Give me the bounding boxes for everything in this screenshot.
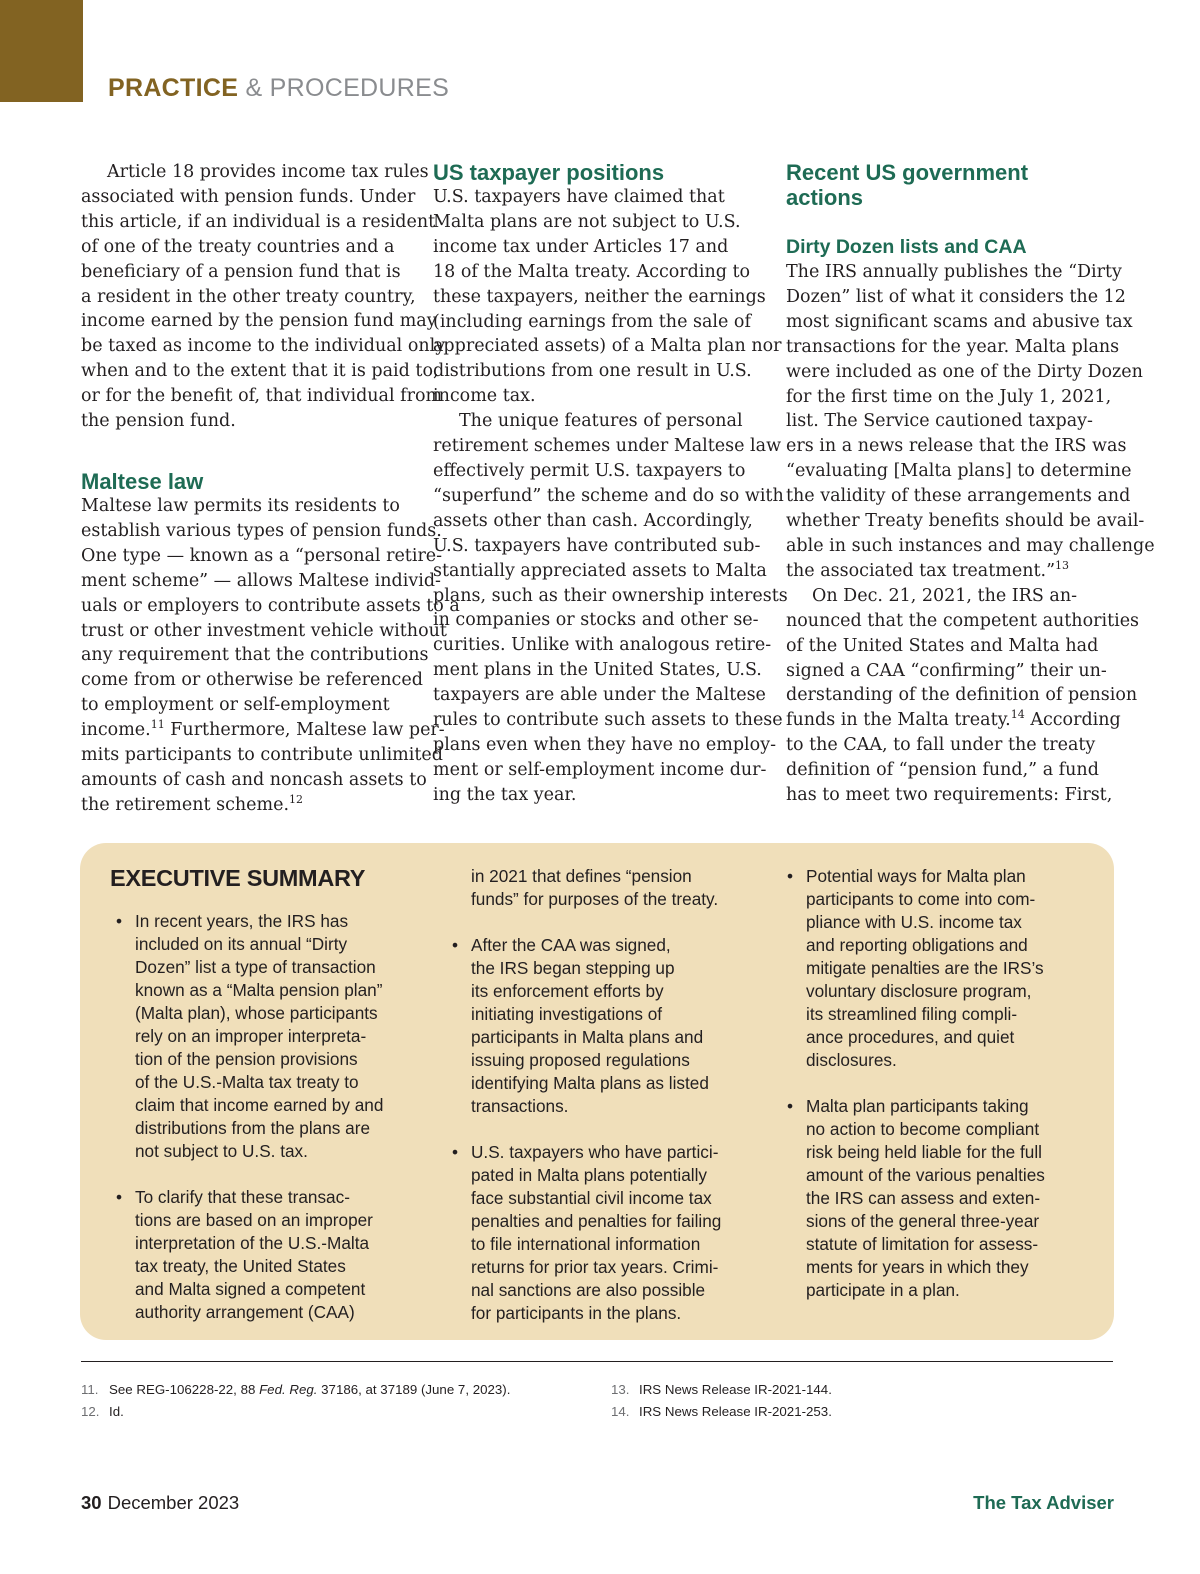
text-line: authority arrangement (CAA)	[135, 1302, 355, 1322]
heading-recent-us-government-actions	[786, 160, 1116, 210]
bullet-icon: •	[116, 1187, 123, 1207]
executive-summary-box	[80, 843, 1114, 1340]
text-line	[786, 710, 1121, 730]
summary-bullet	[779, 865, 1045, 1072]
text-line: U.S. taxpayers who have partici-	[471, 1142, 719, 1162]
text-line: to employment or self-employment	[81, 695, 390, 716]
summary-column-2	[444, 865, 721, 1348]
text-line: income earned by the pension fund may	[81, 311, 437, 332]
text-line: and reporting obligations and	[806, 935, 1028, 955]
col1-paragraph-1	[81, 160, 446, 434]
footnote-14	[611, 1401, 832, 1423]
footnotes-right	[611, 1379, 832, 1423]
footer-page-info	[81, 1492, 239, 1514]
text-line: penalties and penalties for failing	[471, 1211, 722, 1231]
section-header-strong: PRACTICE	[108, 74, 239, 102]
text-line: distributions from one result in U.S.	[433, 361, 752, 382]
text-line: this article, if an individual is a resident	[81, 211, 436, 232]
text-line: or for the benefit of, that individual from	[81, 386, 443, 407]
text-line: definition of “pension fund,” a fund	[786, 760, 1099, 781]
text-line: to file international information	[471, 1234, 701, 1254]
col1-paragraph-2	[81, 494, 460, 818]
footnote-text: IRS News Release IR-2021-253.	[639, 1404, 832, 1419]
text-line: curities. Unlike with analogous retire-	[433, 635, 772, 656]
text-line: its streamlined filing compli-	[806, 1004, 1018, 1024]
text-line: mits participants to contribute unlimited	[81, 745, 443, 766]
section-header	[108, 74, 449, 103]
footnote-ref-13: 13	[1055, 558, 1070, 572]
text-line: Malta plan participants taking	[806, 1096, 1029, 1116]
text-line: the IRS began stepping up	[471, 958, 675, 978]
text-line: in companies or stocks and other se-	[433, 610, 759, 631]
text-line: signed a CAA “confirming” their un-	[786, 660, 1107, 681]
text-line: the pension fund.	[81, 411, 236, 432]
column-3	[786, 160, 1155, 808]
text-line: included on its annual “Dirty	[135, 934, 348, 954]
heading-line: Recent US government	[786, 160, 1029, 185]
text-line: “evaluating [Malta plans] to determine	[786, 461, 1132, 482]
text-line: and Malta signed a competent	[135, 1279, 366, 1299]
text-line: transactions.	[471, 1096, 569, 1116]
text-line: the IRS can assess and exten-	[806, 1188, 1041, 1208]
text-line: tion of the pension provisions	[135, 1049, 358, 1069]
text-line: a resident in the other treaty country,	[81, 286, 416, 307]
text-line: whether Treaty benefits should be avail-	[786, 511, 1145, 532]
footnote-text: Id.	[109, 1404, 124, 1419]
text-line: of the United States and Malta had	[786, 635, 1099, 656]
text-line: were included as one of the Dirty Dozen	[786, 361, 1143, 382]
publication-name: The Tax Adviser	[973, 1492, 1114, 1513]
text-line: nal sanctions are also possible	[471, 1280, 706, 1300]
text-line: (including earnings from the sale of	[433, 311, 751, 332]
text-line: of the U.S.-Malta tax treaty to	[135, 1072, 359, 1092]
footnote-text-italic: Fed. Reg.	[259, 1382, 318, 1397]
text-line: Potential ways for Malta plan	[806, 866, 1026, 886]
footnote-divider	[81, 1361, 1113, 1362]
text-line: stantially appreciated assets to Malta	[433, 560, 767, 581]
col3-paragraph-2	[786, 584, 1140, 808]
bullet-icon: •	[452, 1142, 459, 1162]
footnote-number: 11.	[81, 1382, 99, 1397]
text-fragment: Furthermore, Maltese law per-	[164, 720, 445, 741]
text-line: ment or self-employment income dur-	[433, 759, 767, 780]
page-number: 30	[81, 1492, 102, 1513]
heading-us-taxpayer-positions: US taxpayer positions	[433, 160, 665, 185]
text-line: uals or employers to contribute assets to a	[81, 595, 460, 616]
text-line: ing the tax year.	[433, 784, 577, 805]
text-line: no action to become compliant	[806, 1119, 1040, 1139]
text-line: The IRS annually publishes the “Dirty	[786, 262, 1122, 282]
text-line: identifying Malta plans as listed	[471, 1073, 709, 1093]
issue-date: December 2023	[107, 1492, 240, 1513]
bullet-icon: •	[116, 911, 123, 931]
footnote-ref-14: 14	[1010, 708, 1025, 722]
footnote-11	[81, 1379, 510, 1401]
footnote-ref-11: 11	[150, 718, 165, 732]
summary-bullet	[108, 910, 383, 1163]
footnotes-left	[81, 1379, 510, 1423]
text-line: sions of the general three-year	[806, 1211, 1040, 1231]
text-line: (Malta plan), whose participants	[135, 1003, 378, 1023]
text-line: taxpayers are able under the Maltese	[433, 685, 766, 706]
text-line: tax treaty, the United States	[135, 1256, 346, 1276]
text-fragment: the associated tax treatment.”	[786, 560, 1056, 581]
text-line: income tax under Articles 17 and	[433, 236, 729, 257]
bullet-icon: •	[452, 935, 459, 955]
text-line: associated with pension funds. Under	[81, 186, 416, 207]
text-line: Article 18 provides income tax rules	[107, 162, 429, 182]
text-line: tions are based on an improper	[135, 1210, 373, 1230]
footnote-12	[81, 1401, 510, 1423]
text-line: when and to the extent that it is paid to,	[81, 361, 439, 382]
text-line: funds” for purposes of the treaty.	[471, 889, 719, 909]
text-line: to the CAA, to fall under the treaty	[786, 735, 1096, 756]
bullet-icon: •	[787, 1096, 794, 1116]
text-line: nounced that the competent authorities	[786, 610, 1140, 631]
heading-maltese-law: Maltese law	[81, 468, 204, 494]
text-line: ance procedures, and quiet	[806, 1027, 1015, 1047]
corner-accent-block	[0, 0, 83, 102]
text-line: plans, such as their ownership interests	[433, 585, 788, 606]
text-line: participants to come into com-	[806, 889, 1036, 909]
footnote-text: IRS News Release IR-2021-144.	[639, 1382, 832, 1397]
text-line: ments for years in which they	[806, 1257, 1029, 1277]
text-line: its enforcement efforts by	[471, 981, 664, 1001]
summary-column-3	[779, 865, 1045, 1325]
text-fragment: According	[1024, 710, 1121, 731]
text-line: returns for prior tax years. Crimi-	[471, 1257, 719, 1277]
text-line: these taxpayers, neither the earnings	[433, 286, 766, 307]
text-line: Dozen” list of what it considers the 12	[786, 286, 1126, 307]
text-fragment: the retirement scheme.	[81, 794, 290, 815]
text-line: statute of limitation for assess-	[806, 1234, 1039, 1254]
text-line: U.S. taxpayers have claimed that	[433, 187, 725, 207]
text-line: disclosures.	[806, 1050, 897, 1070]
text-line: initiating investigations of	[471, 1004, 663, 1024]
text-line	[81, 720, 445, 740]
text-line: in 2021 that defines “pension	[471, 866, 692, 886]
text-line: transactions for the year. Malta plans	[786, 336, 1120, 357]
text-line: effectively permit U.S. taxpayers to	[433, 460, 746, 481]
footnote-number: 12.	[81, 1404, 100, 1419]
text-line: In recent years, the IRS has	[135, 911, 349, 931]
text-line: After the CAA was signed,	[471, 935, 671, 955]
text-line: Dozen” list a type of transaction	[135, 957, 376, 977]
text-line: To clarify that these transac-	[135, 1187, 350, 1207]
text-line: not subject to U.S. tax.	[135, 1141, 308, 1161]
text-line: “superfund” the scheme and do so with	[433, 485, 784, 506]
text-line	[786, 558, 1070, 581]
summary-column-1	[108, 910, 383, 1347]
text-line: come from or otherwise be referenced	[81, 670, 423, 691]
summary-bullet-continued	[444, 865, 721, 911]
text-line: for participants in the plans.	[471, 1303, 682, 1323]
text-line: retirement schemes under Maltese law	[433, 436, 782, 457]
text-line: risk being held liable for the full	[806, 1142, 1042, 1162]
text-line: Malta plans are not subject to U.S.	[433, 211, 741, 232]
text-line: claim that income earned by and	[135, 1095, 384, 1115]
text-line: mitigate penalties are the IRS’s	[806, 958, 1044, 978]
heading-line: actions	[786, 185, 864, 210]
footnote-text: 37186, at 37189 (June 7, 2023).	[317, 1382, 511, 1397]
summary-bullet	[779, 1095, 1045, 1302]
text-line: be taxed as income to the individual only	[81, 336, 446, 357]
text-line: Maltese law permits its residents to	[81, 495, 400, 516]
text-line: derstanding of the definition of pension	[786, 685, 1138, 706]
footnote-13	[611, 1379, 832, 1401]
text-line: known as a “Malta pension plan”	[135, 980, 383, 1000]
section-header-rest: & PROCEDURES	[245, 74, 450, 102]
executive-summary-title: EXECUTIVE SUMMARY	[110, 865, 366, 891]
text-line: pliance with U.S. income tax	[806, 912, 1022, 932]
column-2	[433, 160, 788, 808]
text-line: On Dec. 21, 2021, the IRS an-	[812, 585, 1078, 606]
text-line: amounts of cash and noncash assets to	[81, 769, 427, 790]
text-line: the validity of these arrangements and	[786, 486, 1131, 507]
text-line: The unique features of personal	[459, 411, 743, 432]
text-line: voluntary disclosure program,	[806, 981, 1032, 1001]
text-line: distributions from the plans are	[135, 1118, 371, 1138]
text-line: establish various types of pension funds.	[81, 520, 442, 541]
footnote-ref-12: 12	[289, 792, 304, 806]
text-line: most significant scams and abusive tax	[786, 311, 1133, 332]
text-line: rely on an improper interpreta-	[135, 1026, 367, 1046]
text-line: assets other than cash. Accordingly,	[433, 510, 753, 531]
text-line: has to meet two requirements: First,	[786, 785, 1113, 806]
text-fragment: funds in the Malta treaty.	[786, 710, 1011, 731]
text-line: ers in a news release that the IRS was	[786, 436, 1127, 457]
text-line: 18 of the Malta treaty. According to	[433, 261, 751, 282]
footnote-number: 13.	[611, 1382, 630, 1397]
text-fragment: income.	[81, 720, 151, 741]
bullet-icon: •	[787, 866, 794, 886]
text-line: trust or other investment vehicle without	[81, 620, 447, 641]
col2-paragraph-2	[433, 409, 788, 808]
text-line: amount of the various penalties	[806, 1165, 1045, 1185]
text-line: ment scheme” — allows Maltese individ-	[81, 570, 441, 591]
column-1	[81, 160, 460, 818]
text-line: list. The Service cautioned taxpay-	[786, 411, 1093, 432]
text-line: of one of the treaty countries and a	[81, 236, 395, 257]
col3-paragraph-1	[786, 260, 1155, 584]
subheading-dirty-dozen: Dirty Dozen lists and CAA	[786, 236, 1027, 258]
text-line: beneficiary of a pension fund that is	[81, 261, 401, 282]
text-line	[81, 792, 304, 815]
summary-bullet	[444, 934, 721, 1118]
text-line: participants in Malta plans and	[471, 1027, 704, 1047]
text-line: plans even when they have no employ-	[433, 734, 776, 755]
text-line: for the first time on the July 1, 2021,	[786, 386, 1112, 407]
text-line: participate in a plan.	[806, 1280, 960, 1300]
text-line: income tax.	[433, 386, 536, 407]
text-line: ment plans in the United States, U.S.	[433, 660, 762, 681]
footnote-text: See REG-106228-22, 88	[109, 1382, 260, 1397]
text-line: pated in Malta plans potentially	[471, 1165, 708, 1185]
text-line: U.S. taxpayers have contributed sub-	[433, 535, 761, 556]
footnote-number: 14.	[611, 1404, 630, 1419]
text-line: any requirement that the contributions	[81, 645, 429, 666]
summary-bullet	[108, 1186, 383, 1324]
col2-paragraph-1	[433, 185, 782, 409]
summary-bullet	[444, 1141, 721, 1325]
text-line: One type — known as a “personal retire-	[81, 545, 443, 566]
text-line: interpretation of the U.S.-Malta	[135, 1233, 370, 1253]
text-line: rules to contribute such assets to these	[433, 710, 783, 731]
text-line: able in such instances and may challenge	[786, 535, 1155, 556]
text-line: appreciated assets) of a Malta plan nor	[433, 336, 782, 357]
text-line: issuing proposed regulations	[471, 1050, 690, 1070]
text-line: face substantial civil income tax	[471, 1188, 712, 1208]
